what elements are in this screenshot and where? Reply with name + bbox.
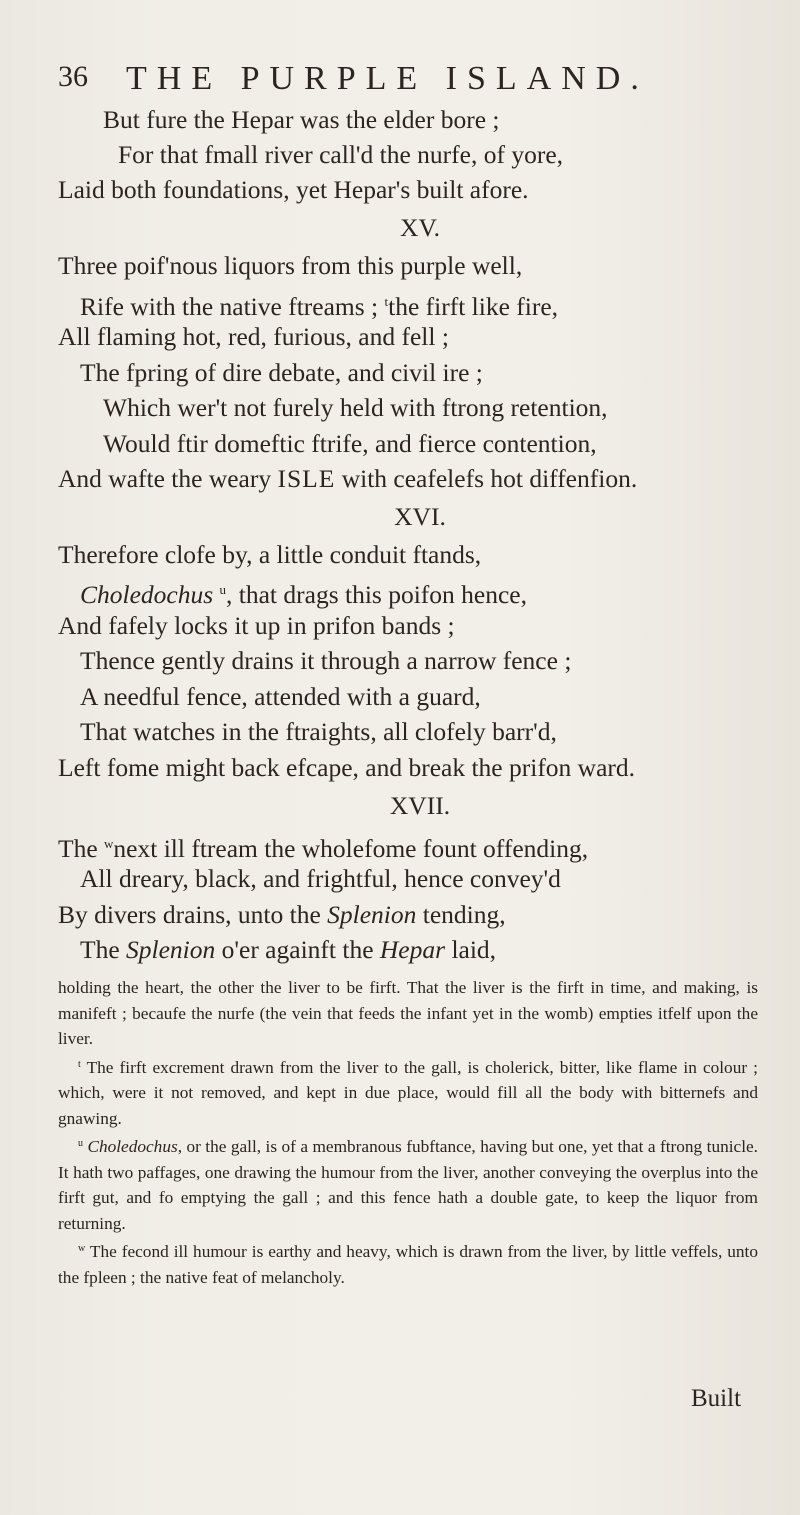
note-marker: u xyxy=(219,582,227,597)
stanza-number: XVII. xyxy=(389,791,451,820)
verse-line: The Splenion o'er againft the Hepar laid, xyxy=(80,935,497,964)
verse-line: Laid both foundations, yet Hepar's built afore. xyxy=(58,175,529,204)
footnote-w: $^w$ The fecond ill humour is earthy and heavy, which is drawn from the liver, by little veffels, unto the fpleen ; the native feat of melancholy. xyxy=(58,1242,758,1287)
page-number: 36 xyxy=(58,60,88,93)
running-title: THE PURPLE ISLAND. xyxy=(126,60,649,97)
verse-line: And wafte the weary ISLE with ceafelefs hot diffenfion. xyxy=(58,464,638,493)
verse-line: All flaming hot, red, furious, and fell ; xyxy=(58,322,449,351)
verse-line: And fafely locks it up in prifon bands ; xyxy=(58,611,455,640)
verse-line: But fure the Hepar was the elder bore ; xyxy=(103,105,500,134)
footnote-t: $^t$ The firft excrement drawn from the liver to the gall, is cholerick, bitter, like flame in colour ; which, were it not removed, and kept in due place, would fill all the body with bitternefs and gnawing. xyxy=(58,1057,758,1128)
verse-line: For that fmall river call'd the nurfe, of yore, xyxy=(118,140,564,169)
verse-line: The fpring of dire debate, and civil ire ; xyxy=(80,358,483,387)
verse-line: Which wer't not furely held with ftrong retention, xyxy=(103,393,608,422)
verse-line: A needful fence, attended with a guard, xyxy=(80,682,481,711)
verse-line: Thence gently drains it through a narrow fence ; xyxy=(80,646,572,675)
footnotes xyxy=(58,975,758,1290)
verse-line: Rife with the native ftreams ; $^t$the firft like fire, xyxy=(80,292,559,321)
verse-line: By divers drains, unto the Splenion tending, xyxy=(58,900,506,929)
note-marker: w xyxy=(104,836,114,851)
stanza-number: XVI. xyxy=(394,502,446,531)
verse-line: Therefore clofe by, a little conduit ftands, xyxy=(58,540,482,569)
stanza-number: XV. xyxy=(400,213,440,242)
verse-line: All dreary, black, and frightful, hence convey'd xyxy=(80,864,561,893)
catchword: Built xyxy=(691,1385,742,1412)
verse-line: Left fome might back efcape, and break the prifon ward. xyxy=(58,753,636,782)
footnote-u: $^u$ Choledochus, or the gall, is of a membranous fubftance, having but one, yet that a ftrong tunicle. It hath two paffages, one drawing the humour from the liver, another conveying the overplus into the firft gut, and fo emptying the gall ; and this fence hath a double gate, to keep the liquor from returning. xyxy=(58,1137,758,1233)
verse-line: That watches in the ftraights, all clofely barr'd, xyxy=(80,717,557,746)
verse-line: Three poif'nous liquors from this purple well, xyxy=(58,251,523,280)
note-marker: t xyxy=(384,294,389,309)
verse-line: The $^w$next ill ftream the wholefome fount offending, xyxy=(58,834,589,863)
footnote-continuation: holding the heart, the other the liver to be firft. That the liver is the firft in time, and making, is manifeft ; becaufe the nurfe (the vein that feeds the infant yet in the womb) empties itfelf upon the liver. xyxy=(58,978,758,1048)
verse-line: Choledochus $^u$, that drags this poifon hence, xyxy=(80,580,528,609)
verse-line: Would ftir domeftic ftrife, and fierce contention, xyxy=(103,429,597,458)
